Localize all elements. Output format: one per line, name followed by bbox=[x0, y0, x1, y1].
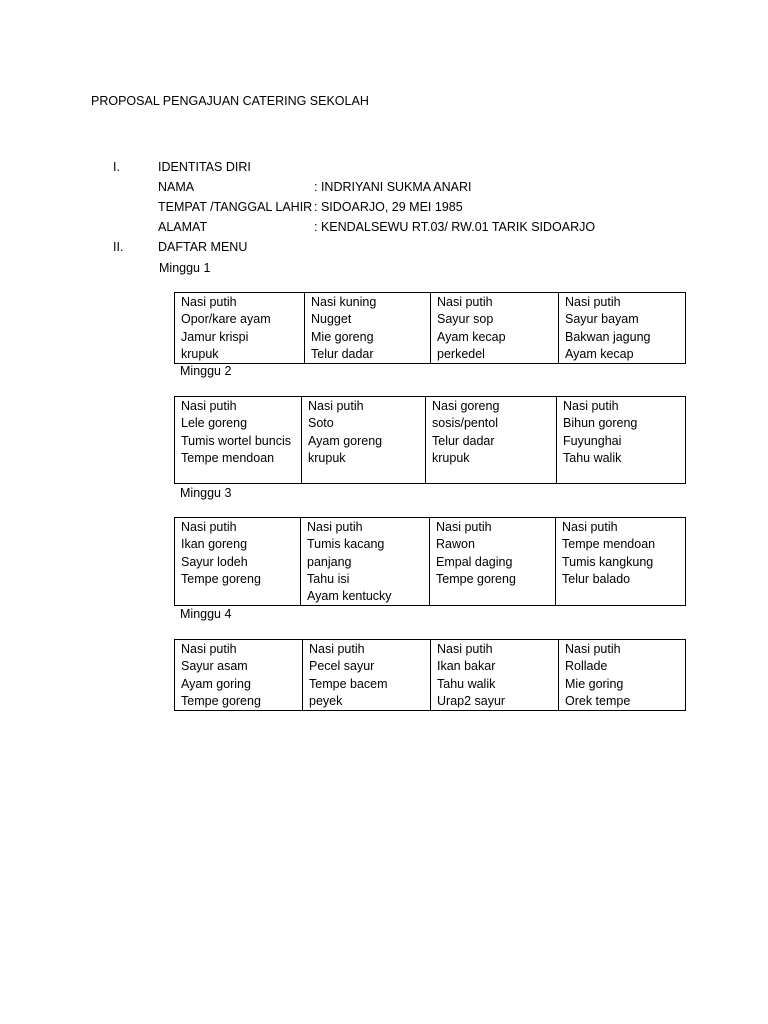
menu-cell bbox=[559, 293, 686, 364]
menu-cell bbox=[301, 518, 430, 606]
menu-item: Sayur lodeh bbox=[181, 554, 248, 569]
menu-cell bbox=[557, 397, 686, 484]
menu-item: Nasi putih bbox=[181, 642, 237, 656]
menu-item: Nasi putih bbox=[308, 399, 364, 413]
menu-item: Nasi putih bbox=[565, 642, 621, 656]
menu-item: Nasi kuning bbox=[311, 295, 377, 309]
menu-item: Tempe mendoan bbox=[181, 450, 275, 465]
menu-item: Bakwan jagung bbox=[565, 329, 651, 344]
field-label-nama: NAMA bbox=[158, 180, 195, 194]
menu-item: Ayam goreng bbox=[308, 433, 383, 448]
menu-item: Telur dadar bbox=[432, 433, 495, 448]
menu-item: Pecel sayur bbox=[309, 659, 375, 674]
menu-cell bbox=[305, 293, 431, 364]
section-2-heading: DAFTAR MENU bbox=[158, 240, 248, 254]
table-row bbox=[175, 397, 686, 484]
menu-cell bbox=[559, 640, 686, 711]
field-label-alamat: ALAMAT bbox=[158, 220, 208, 234]
menu-item: peyek bbox=[309, 693, 343, 708]
menu-item: Nasi putih bbox=[562, 520, 618, 534]
menu-item: Tumis wortel buncis bbox=[181, 433, 291, 448]
table-row bbox=[175, 640, 686, 711]
menu-item: Tempe goreng bbox=[436, 571, 516, 586]
menu-item: Tempe goreng bbox=[181, 693, 261, 708]
menu-item: Ayam kecap bbox=[565, 346, 634, 361]
menu-item: Urap2 sayur bbox=[437, 693, 506, 708]
week-4-label: Minggu 4 bbox=[180, 607, 232, 621]
menu-item: Telur dadar bbox=[311, 346, 374, 361]
menu-item: Empal daging bbox=[436, 554, 513, 569]
menu-item: Nasi putih bbox=[181, 399, 237, 413]
menu-item: krupuk bbox=[308, 450, 346, 465]
menu-item: Nasi putih bbox=[437, 295, 493, 309]
menu-item: Ayam kecap bbox=[437, 329, 506, 344]
field-value-ttl: : SIDOARJO, 29 MEI 1985 bbox=[314, 200, 463, 214]
menu-table-week-3 bbox=[174, 517, 686, 606]
menu-item: Nasi putih bbox=[436, 520, 492, 534]
field-label-ttl: TEMPAT /TANGGAL LAHIR bbox=[158, 200, 313, 214]
menu-item: Ikan goreng bbox=[181, 537, 248, 552]
menu-item: Tahu walik bbox=[563, 450, 622, 465]
menu-item: krupuk bbox=[181, 346, 219, 361]
menu-item: Tahu walik bbox=[437, 676, 496, 691]
menu-item: Mie goreng bbox=[311, 329, 374, 344]
document-title: PROPOSAL PENGAJUAN CATERING SEKOLAH bbox=[91, 94, 369, 108]
section-2-number: II. bbox=[113, 240, 124, 254]
menu-cell bbox=[426, 397, 557, 484]
menu-item: panjang bbox=[307, 554, 352, 569]
week-3-label: Minggu 3 bbox=[180, 486, 232, 500]
menu-item: Bihun goreng bbox=[563, 416, 638, 431]
menu-item: Soto bbox=[308, 416, 334, 431]
menu-item: Nasi putih bbox=[563, 399, 619, 413]
menu-cell bbox=[175, 518, 301, 606]
menu-cell bbox=[175, 293, 305, 364]
menu-item: Orek tempe bbox=[565, 693, 631, 708]
menu-item: Tempe goreng bbox=[181, 571, 261, 586]
menu-table-week-2 bbox=[174, 396, 686, 484]
menu-item: Tumis kacang bbox=[307, 537, 385, 552]
field-value-nama: : INDRIYANI SUKMA ANARI bbox=[314, 180, 472, 194]
menu-item: Tahu isi bbox=[307, 571, 350, 586]
menu-item: sosis/pentol bbox=[432, 416, 499, 431]
menu-table-week-4 bbox=[174, 639, 686, 711]
menu-item: Nasi goreng bbox=[432, 399, 500, 413]
menu-item: Rollade bbox=[565, 659, 608, 674]
menu-item: Ayam kentucky bbox=[307, 589, 392, 604]
menu-cell bbox=[175, 397, 302, 484]
menu-item: Nugget bbox=[311, 312, 352, 327]
menu-cell bbox=[556, 518, 686, 606]
week-2-label: Minggu 2 bbox=[180, 364, 232, 378]
menu-item: Sayur bayam bbox=[565, 312, 639, 327]
section-1-heading: IDENTITAS DIRI bbox=[158, 160, 251, 174]
menu-item: perkedel bbox=[437, 346, 485, 361]
menu-item: Nasi putih bbox=[307, 520, 363, 534]
menu-item: Nasi putih bbox=[181, 520, 237, 534]
week-1-label: Minggu 1 bbox=[159, 261, 211, 275]
menu-item: Nasi putih bbox=[437, 642, 493, 656]
menu-item: Sayur asam bbox=[181, 659, 248, 674]
menu-item: Fuyunghai bbox=[563, 433, 622, 448]
menu-item: Tempe bacem bbox=[309, 676, 388, 691]
menu-cell bbox=[303, 640, 431, 711]
menu-cell bbox=[431, 293, 559, 364]
table-row bbox=[175, 518, 686, 606]
menu-item: Mie goring bbox=[565, 676, 624, 691]
menu-cell bbox=[430, 518, 556, 606]
table-row bbox=[175, 293, 686, 364]
menu-item: Nasi putih bbox=[309, 642, 365, 656]
menu-table-week-1 bbox=[174, 292, 686, 364]
menu-item: Lele goreng bbox=[181, 416, 248, 431]
menu-item: Jamur krispi bbox=[181, 329, 249, 344]
menu-item: Tempe mendoan bbox=[562, 537, 656, 552]
menu-item: Sayur sop bbox=[437, 312, 494, 327]
menu-item: Nasi putih bbox=[565, 295, 621, 309]
menu-item: Rawon bbox=[436, 537, 475, 552]
menu-cell bbox=[302, 397, 426, 484]
menu-cell bbox=[175, 640, 303, 711]
menu-item: Opor/kare ayam bbox=[181, 312, 271, 327]
menu-item: krupuk bbox=[432, 450, 470, 465]
menu-item: Ikan bakar bbox=[437, 659, 496, 674]
menu-item: Tumis kangkung bbox=[562, 554, 654, 569]
menu-item: Nasi putih bbox=[181, 295, 237, 309]
menu-cell bbox=[431, 640, 559, 711]
section-1-number: I. bbox=[113, 160, 120, 174]
field-value-alamat: : KENDALSEWU RT.03/ RW.01 TARIK SIDOARJO bbox=[314, 220, 596, 234]
menu-item: Telur balado bbox=[562, 571, 631, 586]
menu-item: Ayam goring bbox=[181, 676, 251, 691]
